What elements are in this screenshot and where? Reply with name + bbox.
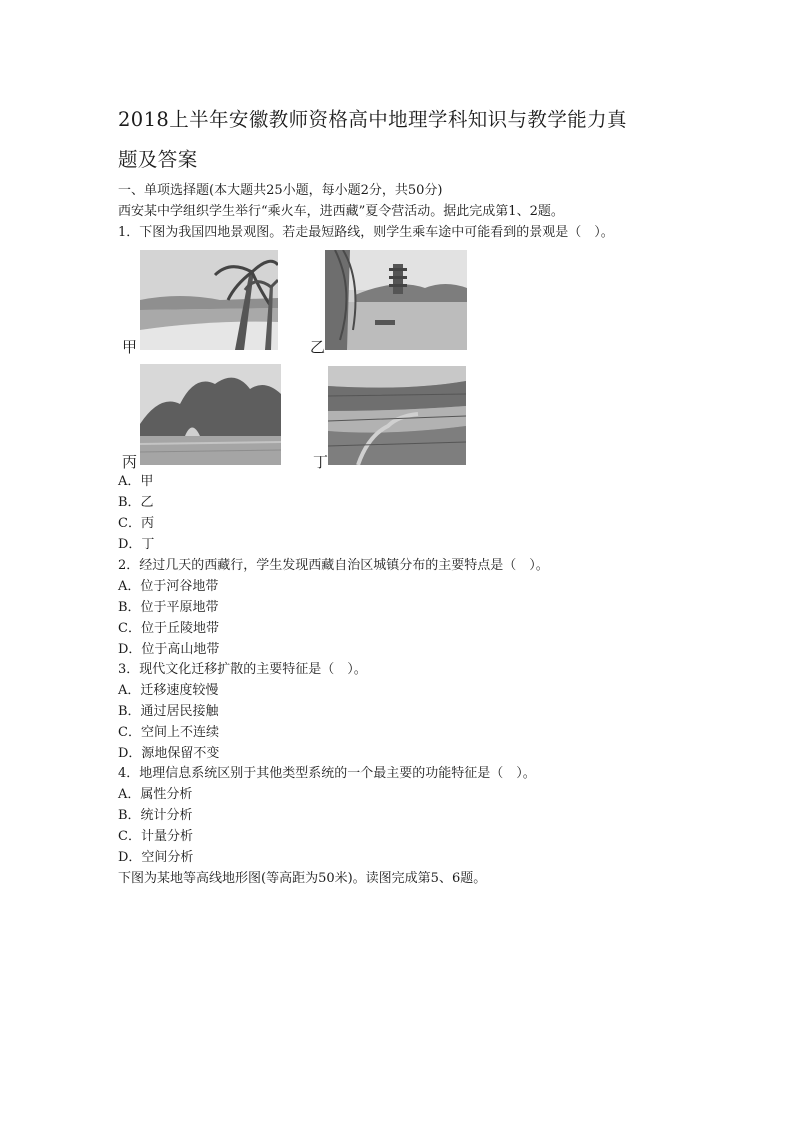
q1-option-d: D．丁 xyxy=(118,537,155,552)
question-1-stem: 1．下图为我国四地景观图。若走最短路线，则学生乘车途中可能看到的景观是（ ）。 xyxy=(118,225,614,240)
question-5-intro: 下图为某地等高线地形图(等高距为50米)。读图完成第5、6题。 xyxy=(118,871,487,886)
photo-label-yi: 乙 xyxy=(310,338,326,356)
q2-option-c: C．位于丘陵地带 xyxy=(118,621,219,636)
q3-option-a: A．迁移速度较慢 xyxy=(118,683,219,698)
q4-option-b: B．统计分析 xyxy=(118,808,193,823)
q2-option-d: D．位于高山地带 xyxy=(118,642,220,657)
q4-option-d: D．空间分析 xyxy=(118,850,194,865)
document-title-line2: 题及答案 xyxy=(118,148,198,171)
q4-option-c: C．计量分析 xyxy=(118,829,193,844)
loess-plateau-photo xyxy=(328,366,466,465)
context-text: 西安某中学组织学生举行“乘火车，进西藏”夏令营活动。据此完成第1、2题。 xyxy=(118,204,564,219)
q1-option-a: A．甲 xyxy=(118,474,154,489)
section-heading: 一、单项选择题(本大题共25小题，每小题2分，共50分) xyxy=(118,183,443,198)
question-2-stem: 2．经过几天的西藏行，学生发现西藏自治区城镇分布的主要特点是（ ）。 xyxy=(118,558,549,573)
photo-label-ding: 丁 xyxy=(313,453,329,471)
lake-pagoda-photo xyxy=(325,250,467,350)
q1-option-c: C．丙 xyxy=(118,516,154,531)
q1-option-b: B．乙 xyxy=(118,495,154,510)
photo-label-bing: 丙 xyxy=(122,453,138,471)
karst-hills-photo xyxy=(140,364,281,465)
question-4-stem: 4．地理信息系统区别于其他类型系统的一个最主要的功能特征是（ ）。 xyxy=(118,766,536,781)
q3-option-c: C．空间上不连续 xyxy=(118,725,219,740)
q2-option-b: B．位于平原地带 xyxy=(118,600,219,615)
q3-option-d: D．源地保留不变 xyxy=(118,746,220,761)
q4-option-a: A．属性分析 xyxy=(118,787,193,802)
q3-option-b: B．通过居民接触 xyxy=(118,704,219,719)
q2-option-a: A．位于河谷地带 xyxy=(118,579,219,594)
question-3-stem: 3．现代文化迁移扩散的主要特征是（ ）。 xyxy=(118,662,367,677)
beach-palm-photo xyxy=(140,250,278,350)
photo-label-jia: 甲 xyxy=(122,338,138,356)
document-title-line1: 2018上半年安徽教师资格高中地理学科知识与教学能力真 xyxy=(118,108,627,131)
